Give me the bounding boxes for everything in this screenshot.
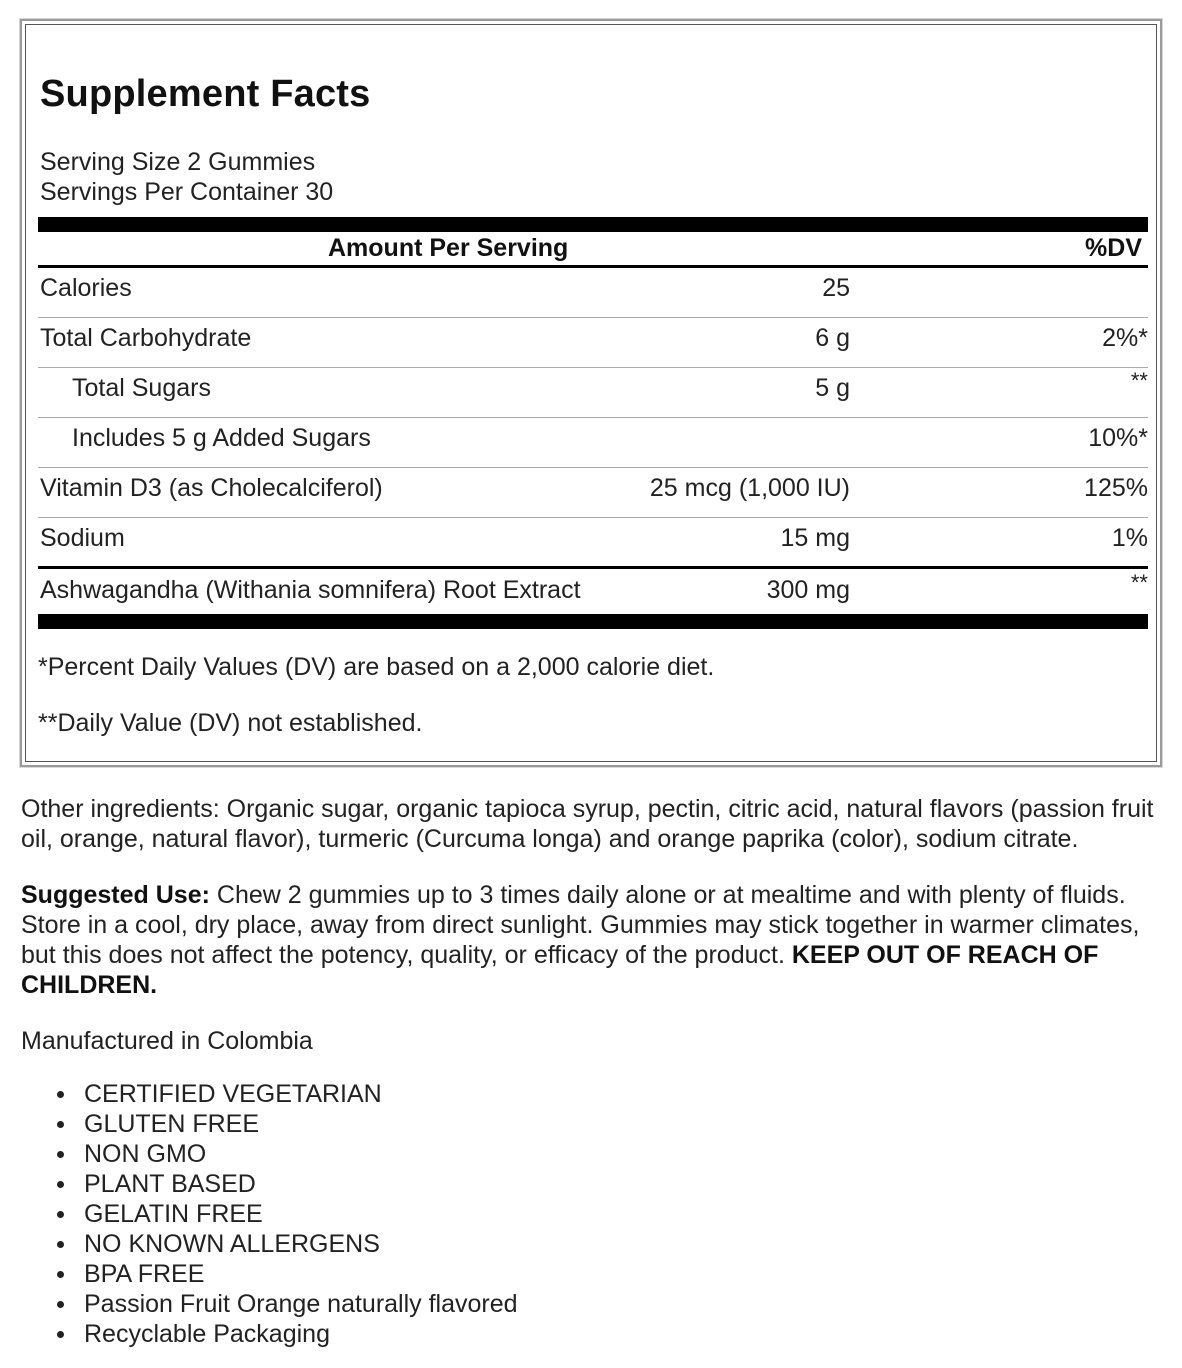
list-item <box>21 1289 518 1319</box>
serving-size: Serving Size 2 Gummies <box>40 148 316 176</box>
servings-per-container: Servings Per Container 30 <box>40 178 334 206</box>
header-daily-value: %DV <box>1085 234 1142 262</box>
header-amount-per-serving: Amount Per Serving <box>328 234 569 262</box>
list-item <box>21 1109 518 1139</box>
nutrient-amount: 6 g <box>815 324 850 352</box>
bullet-icon <box>57 1181 64 1188</box>
list-item <box>21 1139 518 1169</box>
feature-label: Passion Fruit Orange naturally flavored <box>84 1290 518 1318</box>
bullet-icon <box>57 1091 64 1098</box>
feature-label: PLANT BASED <box>84 1170 256 1198</box>
bullet-icon <box>57 1331 64 1338</box>
feature-label: CERTIFIED VEGETARIAN <box>84 1080 382 1108</box>
nutrient-name: Total Carbohydrate <box>40 324 252 352</box>
nutrient-amount: 15 mg <box>780 524 850 552</box>
children-warning: KEEP OUT OF REACH OF CHILDREN. <box>21 941 1099 999</box>
supplement-facts-panel <box>20 19 1162 767</box>
facts-row-added-sugars <box>38 418 1148 468</box>
facts-title: Supplement Facts <box>40 73 371 115</box>
list-item <box>21 1259 518 1289</box>
suggested-use <box>21 880 1171 1000</box>
footnote-percent-dv: *Percent Daily Values (DV) are based on a 2,000 calorie diet. <box>38 653 715 681</box>
feature-label: Recyclable Packaging <box>84 1320 330 1348</box>
nutrient-dv: 10%* <box>1088 424 1148 452</box>
nutrient-name: Sodium <box>40 524 125 552</box>
feature-list <box>21 1079 518 1349</box>
nutrient-dv: ** <box>1130 368 1148 393</box>
feature-label: BPA FREE <box>84 1260 205 1288</box>
bullet-icon <box>57 1211 64 1218</box>
nutrient-dv: 2%* <box>1102 324 1148 352</box>
bullet-icon <box>57 1241 64 1248</box>
facts-row-sodium <box>38 518 1148 569</box>
facts-row-ashwagandha <box>38 570 1148 614</box>
thick-divider-bottom <box>38 614 1148 629</box>
list-item <box>21 1079 518 1109</box>
bullet-icon <box>57 1271 64 1278</box>
bullet-icon <box>57 1301 64 1308</box>
nutrient-name: Includes 5 g Added Sugars <box>72 424 371 452</box>
suggested-use-label: Suggested Use: <box>21 881 210 909</box>
feature-label: NON GMO <box>84 1140 207 1168</box>
nutrient-name: Total Sugars <box>72 374 211 402</box>
nutrient-name: Calories <box>40 274 132 302</box>
thick-divider-top <box>38 217 1148 232</box>
list-item <box>21 1199 518 1229</box>
feature-label: GLUTEN FREE <box>84 1110 260 1138</box>
footnote-dv-not-established: **Daily Value (DV) not established. <box>38 709 423 737</box>
list-item <box>21 1319 518 1349</box>
facts-row-vitamin-d3 <box>38 468 1148 518</box>
nutrient-dv: 125% <box>1084 474 1148 502</box>
facts-row-calories <box>38 268 1148 318</box>
list-item <box>21 1229 518 1259</box>
feature-label: GELATIN FREE <box>84 1200 263 1228</box>
facts-header-row <box>38 232 1148 268</box>
nutrient-amount: 300 mg <box>766 576 850 604</box>
feature-label: NO KNOWN ALLERGENS <box>84 1230 380 1258</box>
list-item <box>21 1169 518 1199</box>
nutrient-amount: 5 g <box>815 374 850 402</box>
bullet-icon <box>57 1151 64 1158</box>
suggested-use-text: Chew 2 gummies up to 3 times daily alone or at mealtime and with plenty of fluids. Store in a cool, dry place, away from direct sunlight. Gummies may stick together in warmer climates, but this does not affect the potency, quality, or efficacy of the product. <box>21 881 1140 969</box>
facts-row-total-sugars <box>38 368 1148 418</box>
nutrient-dv: ** <box>1130 570 1148 595</box>
facts-row-total-carbohydrate <box>38 318 1148 368</box>
nutrient-name: Vitamin D3 (as Cholecalciferol) <box>40 474 383 502</box>
nutrient-amount: 25 mcg (1,000 IU) <box>649 474 850 502</box>
nutrient-dv: 1% <box>1111 524 1148 552</box>
nutrient-amount: 25 <box>822 274 850 302</box>
nutrient-name: Ashwagandha (Withania somnifera) Root Extract <box>40 576 581 604</box>
bullet-icon <box>57 1121 64 1128</box>
manufactured-in: Manufactured in Colombia <box>21 1027 313 1055</box>
other-ingredients: Other ingredients: Organic sugar, organic tapioca syrup, pectin, citric acid, natural flavors (passion fruit oil, orange, natural flavor), turmeric (Curcuma longa) and orange paprika (color), sodium citrate. <box>21 795 1154 853</box>
